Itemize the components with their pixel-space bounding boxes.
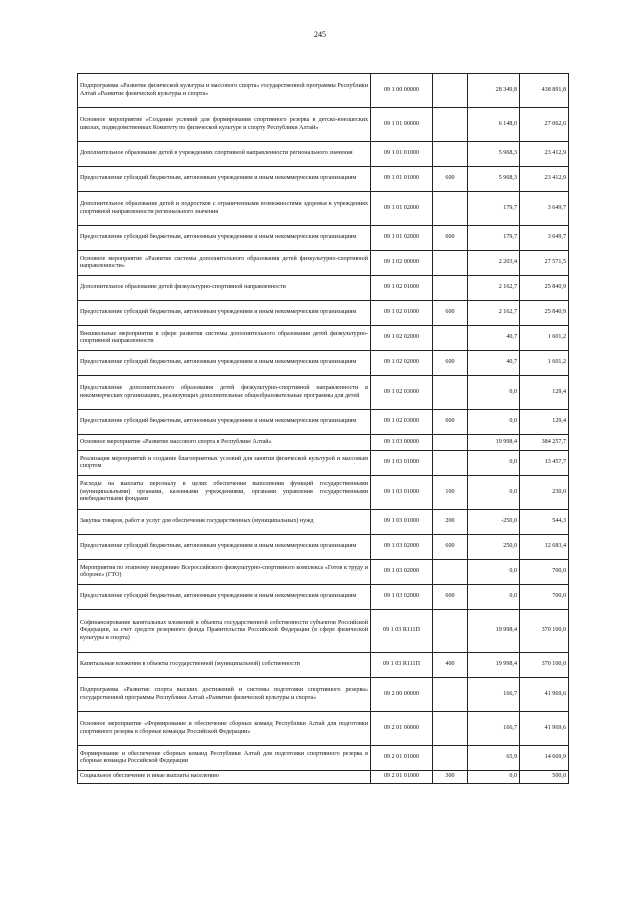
table-row (78, 142, 569, 167)
row-name-cell: Предоставление субсидий бюджетным, автономным учреждениям и иным некоммерческим организациям (78, 301, 371, 326)
row-name-cell: Подпрограмма «Развитие физической культуры и массового спорта» государственной программы Республики Алтай «Развитие физической культуры и спорта» (78, 74, 371, 108)
row-expense-type-cell: 200 (433, 510, 468, 535)
row-expense-type-cell: 400 (433, 653, 468, 678)
row-name-cell: Расходы на выплаты персоналу в целях обеспечения выполнения функций государственными (муниципальными) органами, казенными учреждениями, органами управления государственными внебюджетными фондами (78, 476, 371, 510)
table-row (78, 226, 569, 251)
row-code-cell: 09 1 01 00000 (371, 108, 433, 142)
row-amount-total-cell: 370 100,0 (520, 610, 569, 653)
row-code-cell: 09 1 01 02000 (371, 192, 433, 226)
row-code-cell: 09 1 02 03000 (371, 410, 433, 435)
row-amount-change-cell: 166,7 (468, 712, 520, 746)
row-amount-total-cell: 27 062,6 (520, 108, 569, 142)
row-expense-type-cell (433, 712, 468, 746)
row-amount-total-cell: 544,3 (520, 510, 569, 535)
row-amount-change-cell: 2 162,7 (468, 301, 520, 326)
row-name-cell: Предоставление дополнительного образования детей физкультурно-спортивной направленности в некоммерческих организациях, реализующих дополнительные общеобразовательные программы для детей (78, 376, 371, 410)
row-expense-type-cell (433, 276, 468, 301)
row-code-cell: 09 1 02 01000 (371, 301, 433, 326)
row-amount-change-cell: 250,0 (468, 535, 520, 560)
row-amount-change-cell: 40,7 (468, 326, 520, 351)
row-amount-total-cell: 129,4 (520, 410, 569, 435)
row-code-cell: 09 2 00 00000 (371, 678, 433, 712)
table-body (78, 74, 569, 784)
row-name-cell: Дополнительное образование детей физкультурно-спортивной направленности (78, 276, 371, 301)
row-amount-change-cell: 2 203,4 (468, 251, 520, 276)
row-code-cell: 09 2 01 01000 (371, 746, 433, 771)
row-name-cell: Закупка товаров, работ и услуг для обеспечения государственных (муниципальных) нужд (78, 510, 371, 535)
row-name-cell: Социальное обеспечение и иные выплаты населению (78, 771, 371, 784)
row-expense-type-cell (433, 192, 468, 226)
row-code-cell: 09 1 02 00000 (371, 251, 433, 276)
row-name-cell: Основное мероприятие «Развитие системы дополнительного образования детей физкультурно-спортивной направленности» (78, 251, 371, 276)
table-row (78, 192, 569, 226)
row-amount-total-cell: 230,0 (520, 476, 569, 510)
row-amount-total-cell: 41 969,6 (520, 712, 569, 746)
row-amount-total-cell: 13 457,7 (520, 451, 569, 476)
row-amount-total-cell: 438 891,8 (520, 74, 569, 108)
row-amount-change-cell: 28 349,8 (468, 74, 520, 108)
row-code-cell: 09 1 03 01000 (371, 451, 433, 476)
row-name-cell: Предоставление субсидий бюджетным, автономным учреждениям и иным некоммерческим организациям (78, 167, 371, 192)
row-amount-change-cell: 166,7 (468, 678, 520, 712)
row-amount-total-cell: 3 649,7 (520, 192, 569, 226)
row-amount-change-cell: 0,0 (468, 376, 520, 410)
table-row (78, 376, 569, 410)
row-amount-total-cell: 1 601,2 (520, 351, 569, 376)
table-row (78, 108, 569, 142)
row-expense-type-cell: 600 (433, 535, 468, 560)
row-amount-change-cell: -250,0 (468, 510, 520, 535)
row-amount-total-cell: 27 571,5 (520, 251, 569, 276)
table-row (78, 678, 569, 712)
row-expense-type-cell (433, 678, 468, 712)
row-amount-total-cell: 25 840,9 (520, 276, 569, 301)
row-amount-total-cell: 500,0 (520, 771, 569, 784)
row-name-cell: Капитальные вложения в объекты государственной (муниципальной) собственности (78, 653, 371, 678)
row-expense-type-cell: 600 (433, 301, 468, 326)
row-code-cell: 09 1 02 03000 (371, 376, 433, 410)
row-amount-change-cell: 19 998,4 (468, 653, 520, 678)
table-row (78, 74, 569, 108)
table-row (78, 712, 569, 746)
row-expense-type-cell: 600 (433, 167, 468, 192)
row-amount-change-cell: 6 148,0 (468, 108, 520, 142)
row-name-cell: Основное мероприятие «Создание условий для формирования спортивного резерва в детско-юношеских школах, подведомственных Комитету по физической культуре и спорту Республики Алтай» (78, 108, 371, 142)
row-expense-type-cell: 600 (433, 585, 468, 610)
row-name-cell: Дополнительное образование детей и подростков с ограниченными возможностями здоровья в учреждениях спортивной направленности регионального значения (78, 192, 371, 226)
row-code-cell: 09 2 01 00000 (371, 712, 433, 746)
row-amount-total-cell: 25 840,9 (520, 301, 569, 326)
row-expense-type-cell (433, 108, 468, 142)
row-expense-type-cell: 600 (433, 351, 468, 376)
row-amount-total-cell: 3 649,7 (520, 226, 569, 251)
row-amount-change-cell: 65,9 (468, 746, 520, 771)
row-name-cell: Реализация мероприятий и создание благоприятных условий для занятия физической культурой и массовым спортом (78, 451, 371, 476)
row-expense-type-cell: 100 (433, 476, 468, 510)
table-row (78, 451, 569, 476)
row-name-cell: Предоставление субсидий бюджетным, автономным учреждениям и иным некоммерческим организациям (78, 410, 371, 435)
row-code-cell: 09 1 03 R111П (371, 653, 433, 678)
row-amount-change-cell: 0,0 (468, 771, 520, 784)
row-amount-total-cell: 700,0 (520, 560, 569, 585)
row-code-cell: 09 1 03 02000 (371, 560, 433, 585)
row-amount-change-cell: 19 998,4 (468, 610, 520, 653)
row-amount-total-cell: 370 100,0 (520, 653, 569, 678)
row-name-cell: Предоставление субсидий бюджетным, автономным учреждениям и иным некоммерческим организациям (78, 535, 371, 560)
row-code-cell: 09 1 03 R111П (371, 610, 433, 653)
row-amount-total-cell: 129,4 (520, 376, 569, 410)
row-amount-total-cell: 14 669,9 (520, 746, 569, 771)
table-row (78, 510, 569, 535)
row-amount-total-cell: 12 683,4 (520, 535, 569, 560)
budget-table (77, 73, 569, 784)
row-code-cell: 09 1 03 02000 (371, 535, 433, 560)
table-row (78, 746, 569, 771)
row-name-cell: Предоставление субсидий бюджетным, автономным учреждениям и иным некоммерческим организациям (78, 226, 371, 251)
row-amount-change-cell: 0,0 (468, 476, 520, 510)
row-amount-change-cell: 5 968,3 (468, 167, 520, 192)
row-expense-type-cell (433, 74, 468, 108)
row-name-cell: Дополнительное образование детей в учреждениях спортивной направленности регионального значения (78, 142, 371, 167)
row-expense-type-cell (433, 142, 468, 167)
table-row (78, 560, 569, 585)
row-amount-change-cell: 40,7 (468, 351, 520, 376)
row-expense-type-cell (433, 326, 468, 351)
row-amount-total-cell: 700,0 (520, 585, 569, 610)
row-amount-change-cell: 0,0 (468, 560, 520, 585)
row-name-cell: Софинансирование капитальных вложений в объекты государственной собственности субъектов Российской Федерации, за счет средств резервного фонда Правительства Российской Федерации (в сфере физической культуры и спорта) (78, 610, 371, 653)
row-name-cell: Подпрограмма «Развитие спорта высших достижений и системы подготовки спортивного резерва» государственной программы Республики Алтай «Развитие физической культуры и спорта» (78, 678, 371, 712)
row-expense-type-cell (433, 560, 468, 585)
row-amount-change-cell: 0,0 (468, 451, 520, 476)
page-number: 245 (314, 30, 326, 39)
row-code-cell: 09 1 03 02000 (371, 585, 433, 610)
table-row (78, 771, 569, 784)
row-amount-total-cell: 384 257,7 (520, 435, 569, 451)
row-name-cell: Внешкольные мероприятия в сфере развития системы дополнительного образования детей физкультурно-спортивной направленности (78, 326, 371, 351)
row-amount-change-cell: 0,0 (468, 585, 520, 610)
table-row (78, 653, 569, 678)
row-amount-change-cell: 0,0 (468, 410, 520, 435)
row-name-cell: Основное мероприятие «Формирование и обеспечение сборных команд Республики Алтай для подготовки спортивного резерва в сборные команды Российской Федерации» (78, 712, 371, 746)
row-amount-total-cell: 23 412,9 (520, 142, 569, 167)
row-expense-type-cell (433, 746, 468, 771)
row-amount-change-cell: 5 968,3 (468, 142, 520, 167)
row-code-cell: 09 1 03 01000 (371, 476, 433, 510)
table-row (78, 535, 569, 560)
row-expense-type-cell (433, 610, 468, 653)
row-amount-change-cell: 2 162,7 (468, 276, 520, 301)
table-row (78, 326, 569, 351)
row-amount-change-cell: 19 998,4 (468, 435, 520, 451)
row-expense-type-cell (433, 376, 468, 410)
row-expense-type-cell: 600 (433, 226, 468, 251)
row-expense-type-cell: 300 (433, 771, 468, 784)
row-name-cell: Формирование и обеспечение сборных команд Республики Алтай для подготовки спортивного резерва в сборные команды Российской Федерации (78, 746, 371, 771)
row-name-cell: Основное мероприятие «Развитие массового спорта в Республике Алтай» (78, 435, 371, 451)
table-row (78, 167, 569, 192)
row-expense-type-cell: 600 (433, 410, 468, 435)
row-code-cell: 09 1 03 01000 (371, 510, 433, 535)
table-row (78, 585, 569, 610)
row-name-cell: Предоставление субсидий бюджетным, автономным учреждениям и иным некоммерческим организациям (78, 351, 371, 376)
row-amount-change-cell: 179,7 (468, 192, 520, 226)
row-code-cell: 09 1 01 01000 (371, 142, 433, 167)
row-amount-total-cell: 23 412,9 (520, 167, 569, 192)
table-row (78, 351, 569, 376)
row-code-cell: 09 1 01 02000 (371, 226, 433, 251)
row-amount-change-cell: 179,7 (468, 226, 520, 251)
row-name-cell: Предоставление субсидий бюджетным, автономным учреждениям и иным некоммерческим организациям (78, 585, 371, 610)
row-code-cell: 09 2 01 01000 (371, 771, 433, 784)
row-name-cell: Мероприятия по этапному внедрению Всероссийского физкультурно-спортивного комплекса «Готов к труду и обороне» (ГТО) (78, 560, 371, 585)
table-row (78, 251, 569, 276)
row-expense-type-cell (433, 435, 468, 451)
row-code-cell: 09 1 03 00000 (371, 435, 433, 451)
row-code-cell: 09 1 02 02000 (371, 326, 433, 351)
table-row (78, 476, 569, 510)
row-code-cell: 09 1 00 00000 (371, 74, 433, 108)
table-row (78, 435, 569, 451)
row-code-cell: 09 1 02 02000 (371, 351, 433, 376)
row-expense-type-cell (433, 251, 468, 276)
row-code-cell: 09 1 02 01000 (371, 276, 433, 301)
table-row (78, 276, 569, 301)
row-expense-type-cell (433, 451, 468, 476)
table-row (78, 410, 569, 435)
table-row (78, 610, 569, 653)
row-amount-total-cell: 1 601,2 (520, 326, 569, 351)
table-row (78, 301, 569, 326)
row-code-cell: 09 1 01 01000 (371, 167, 433, 192)
row-amount-total-cell: 41 969,6 (520, 678, 569, 712)
